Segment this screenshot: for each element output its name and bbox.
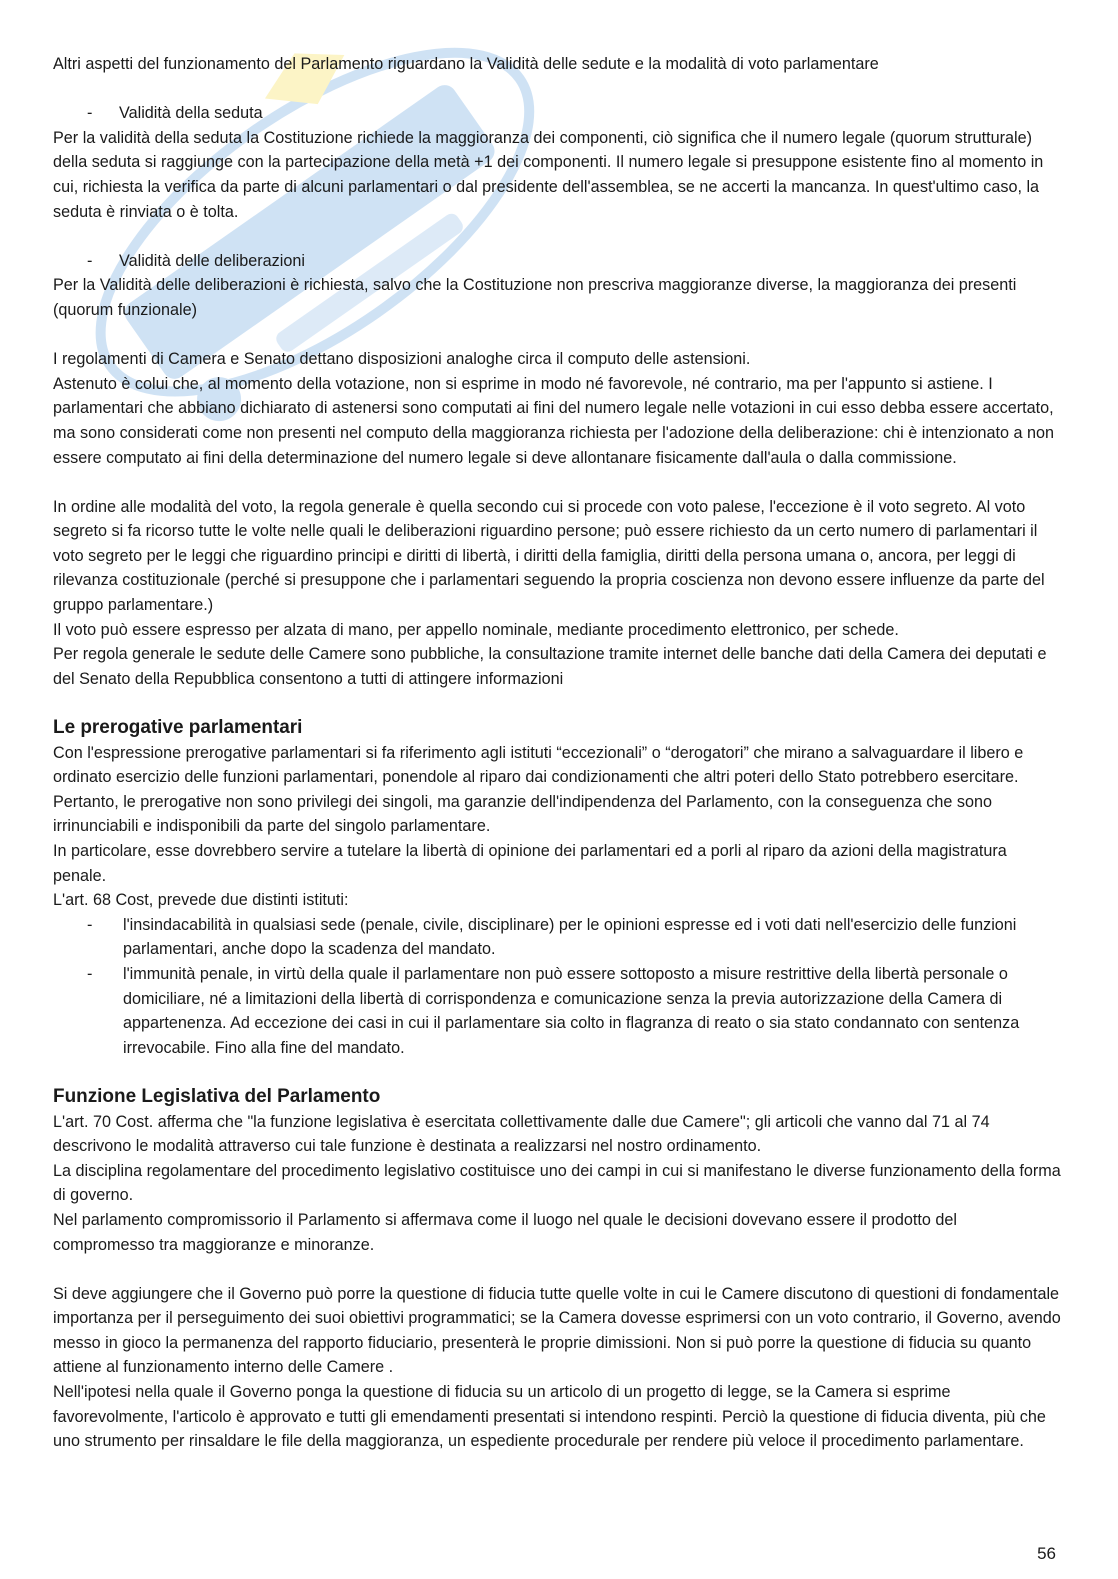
bullet-dash: -: [87, 915, 93, 934]
prerogative-paragraph-2: Pertanto, le prerogative non sono privilegi dei singoli, ma garanzie dell'indipendenza del Parlamento, con la conseguenza che sono irrinunciabili e indisponibili da parte del singolo parlamentare.: [53, 792, 992, 836]
bullet-dash: -: [87, 964, 93, 983]
validita-deliberazioni-text: Per la Validità delle deliberazioni è richiesta, salvo che la Costituzione non prescriva maggioranze diverse, la maggioranza dei presenti (quorum funzionale): [53, 276, 1017, 319]
prerogative-paragraph-3: In particolare, esse dovrebbero servire a tutelare la libertà di opinione dei parlamentari ed a porli al riparo da azioni della magistratura penale.: [53, 842, 1007, 885]
prerogative-paragraph-4: L'art. 68 Cost, prevede due distinti istituti:: [53, 891, 349, 910]
funzione-legislativa-paragraph-3: Nel parlamento compromissorio il Parlamento si affermava come il luogo nel quale le decisioni dovevano essere il prodotto del compromesso tra maggioranze e minoranze.: [53, 1210, 957, 1254]
prerogative-heading: Le prerogative parlamentari: [53, 717, 303, 739]
modalita-voto-paragraph-2: Il voto può essere espresso per alzata di mano, per appello nominale, mediante procedimento elettronico, per schede.: [53, 620, 899, 639]
funzione-legislativa-heading: Funzione Legislativa del Parlamento: [53, 1085, 381, 1107]
list-item: - l'insindacabilità in qualsiasi sede (penale, civile, disciplinare) per le opinioni espresse ed i voti dati nell'esercizio delle funzioni parlamentari, anche dopo la scadenza del mandato.: [53, 913, 1063, 962]
bullet-dash: -: [87, 104, 93, 123]
document-page: [53, 52, 1063, 1454]
funzione-legislativa-paragraph-1: L'art. 70 Cost. afferma che "la funzione legislativa è esercitata collettivamente dalle due Camere"; gli articoli che vanno dal 71 al 74 descrivono le modalità attraverso cui tale funzione è destinata a realizzarsi nel nostro ordinamento.: [53, 1112, 990, 1156]
prerogative-list: [53, 913, 1063, 1061]
fiducia-paragraph-1: Si deve aggiungere che il Governo può porre la questione di fiducia tutte quelle volte in cui le Camere discutono di questioni di fondamentale importanza per il perseguimento dei suoi obiettivi programmatici; se la Camera dovesse esprimersi con un voto contrario, il Governo, avendo messo in gioco la permanenza del rapporto fiduciario, presenterà le proprie dimissioni. Non si può porre la questione di fiducia su quanto attiene al funzionamento interno delle Camere .: [53, 1284, 1061, 1377]
funzione-legislativa-paragraph-2: La disciplina regolamentare del procedimento legislativo costituisce uno dei campi in cui si manifestano le diverse funzionamento della forma di governo.: [53, 1161, 1061, 1205]
fiducia-paragraph-2: Nell'ipotesi nella quale il Governo ponga la questione di fiducia su un articolo di un progetto di legge, se la Camera si esprime favorevolmente, l'articolo è approvato e tutti gli emendamenti presentati si intendono respinti. Perciò la questione di fiducia diventa, più che uno strumento per rinsaldare le file della maggioranza, un espediente procedurale per rendere più veloce il procedimento parlamentare.: [53, 1383, 1046, 1451]
astensioni-line: I regolamenti di Camera e Senato dettano disposizioni analoghe circa il computo delle astensioni.: [53, 350, 751, 369]
page-number: 56: [1037, 1544, 1056, 1563]
modalita-voto-paragraph-1: In ordine alle modalità del voto, la regola generale è quella secondo cui si procede con voto palese, l'eccezione è il voto segreto. Al voto segreto si fa ricorso tutte le volte nelle quali le deliberazioni riguardino persone; può essere richiesto da un certo numero di parlamentari il voto segreto per le leggi che riguardino principi e diritti di libertà, i diritti della famiglia, diritti della persona umana o, ancora, per leggi di rilevanza costituzionale (perché si presuppone che i parlamentari seguendo la propria coscienza non devono essere influenze da parte del gruppo parlamentare.): [53, 497, 1045, 615]
astensioni-text: Astenuto è colui che, al momento della votazione, non si esprime in modo né favorevole, né contrario, ma per l'appunto si astiene. I parlamentari che abbiano dichiarato di astenersi sono computati ai fini del numero legale nelle votazioni in cui esso debba essere accertato, ma sono considerati come non presenti nel computo della maggioranza richiesta per l'adozione della deliberazione: chi è intenzionato a non essere computato ai fini della determinazione del numero legale si deve allontanare fisicamente dall'aula o dalla commissione.: [53, 374, 1055, 467]
section-validita-deliberazioni-heading: - Validità delle deliberazioni: [53, 249, 1063, 274]
prerogative-paragraph-1: Con l'espressione prerogative parlamentari si fa riferimento agli istituti “eccezionali” o “derogatori” che mirano a salvaguardare il libero e ordinato esercizio delle funzioni parlamentari, ponendole al riparo dai condizionamenti che altri poteri dello Stato potrebbero esercitare.: [53, 743, 1024, 787]
intro-paragraph: Altri aspetti del funzionamento del Parlamento riguardano la Validità delle sedute e la modalità di voto parlamentare: [53, 55, 879, 73]
list-item: - l'immunità penale, in virtù della quale il parlamentare non può essere sottoposto a misure restrittive della libertà personale o domiciliare, né a limitazioni della libertà di corrispondenza e comunicazione senza la previa autorizzazione della Camera di appartenenza. Ad eccezione dei casi in cui il parlamentare sia colto in flagranza di reato o sia stato condannato con sentenza irrevocabile. Fino alla fine del mandato.: [53, 962, 1063, 1060]
bullet-dash: -: [87, 251, 93, 270]
modalita-voto-paragraph-3: Per regola generale le sedute delle Camere sono pubbliche, la consultazione tramite internet delle banche dati della Camera dei deputati e del Senato della Repubblica consentono a tutti di attingere informazioni: [53, 645, 1047, 688]
validita-seduta-text: Per la validità della seduta la Costituzione richiede la maggioranza dei componenti, ciò significa che il numero legale (quorum strutturale) della seduta si raggiunge con la partecipazione della metà +1 dei componenti. Il numero legale si presuppone esistente fino al momento in cui, richiesta la verifica da parte di alcuni parlamentari o dal presidente dell'assemblea, se ne accerti la mancanza. In quest'ultimo caso, la seduta è rinviata o è tolta.: [53, 128, 1044, 221]
section-validita-seduta-heading: - Validità della seduta: [53, 101, 1063, 126]
